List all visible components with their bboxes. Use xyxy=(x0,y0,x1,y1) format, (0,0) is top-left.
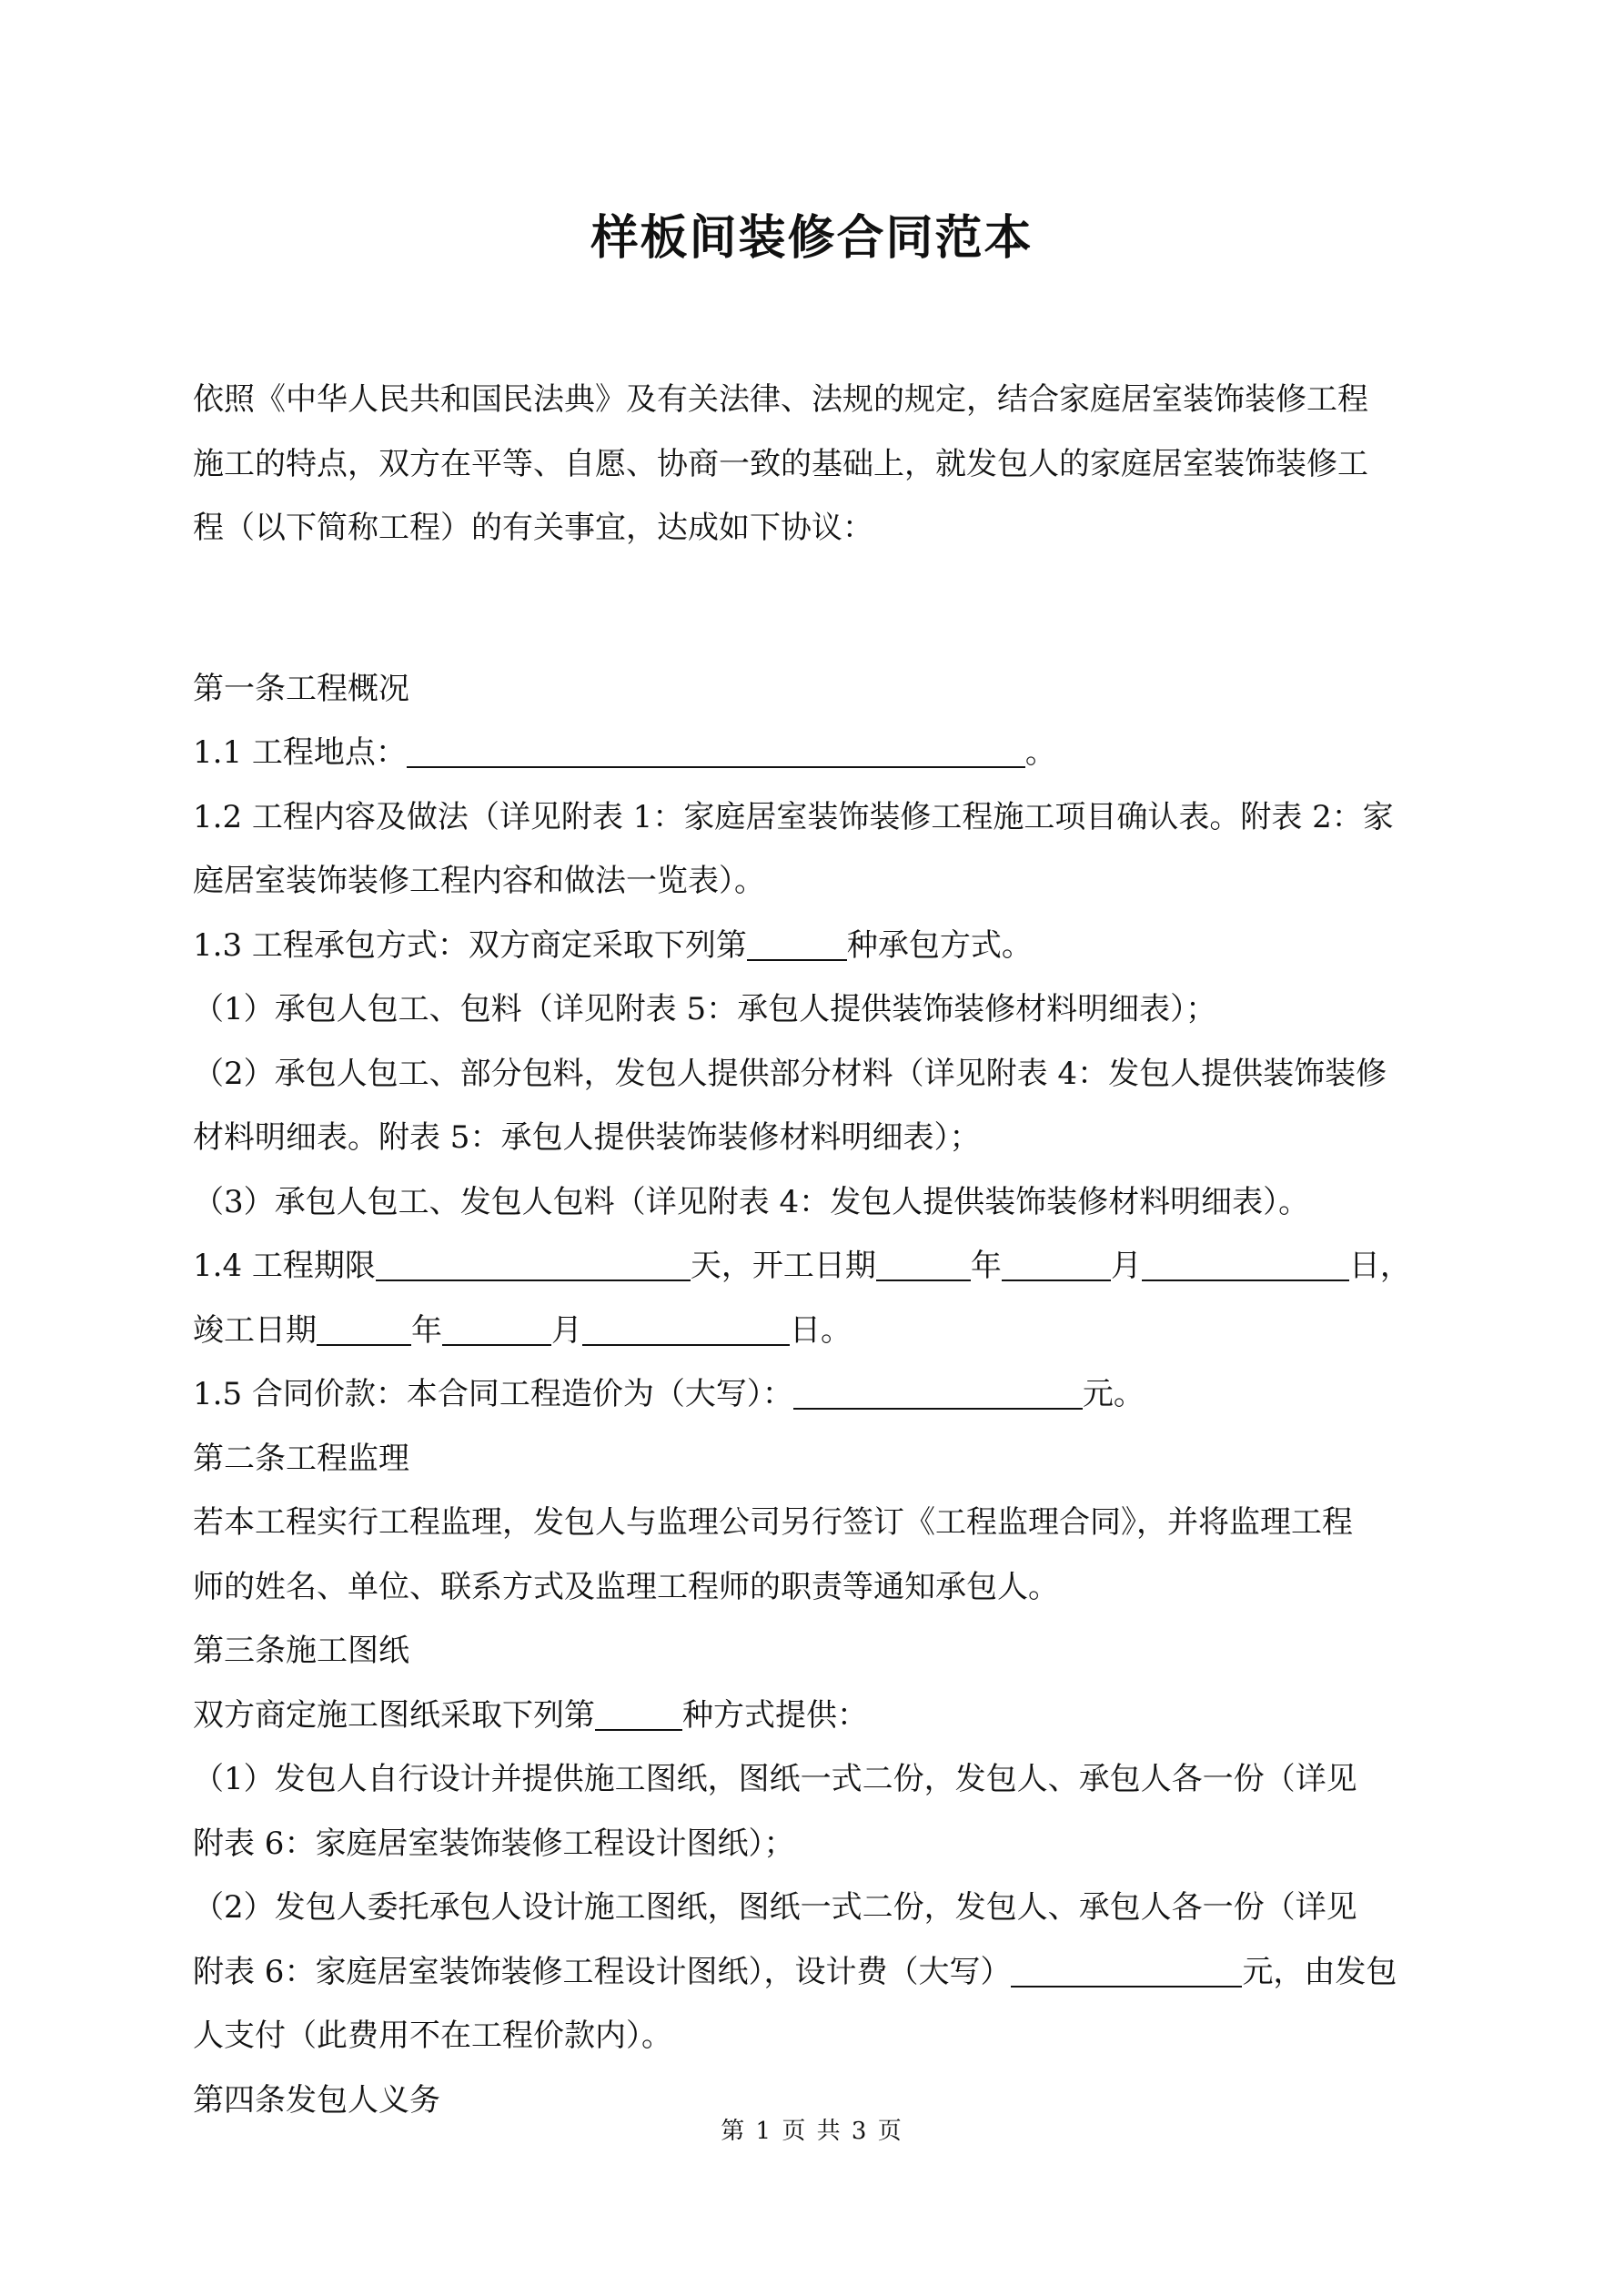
intro-line-2: 施工的特点，双方在平等、自愿、协商一致的基础上，就发包人的家庭居室装饰装修工 xyxy=(193,445,1368,482)
design-fee-end: 元，由发包 xyxy=(1242,1953,1397,1990)
item-1-3-label: 1.3 工程承包方式：双方商定采取下列第 xyxy=(193,926,747,964)
article-3-heading: 第三条施工图纸 xyxy=(193,1633,409,1669)
article-3-option-2-line-2 xyxy=(193,1940,1439,2005)
option-3: （3）承包人包工、发包人包料（详见附表 4：发包人提供装饰装修材料明细表）。 xyxy=(193,1183,1310,1220)
article-4-heading: 第四条发包人义务 xyxy=(193,2081,440,2119)
article-1-heading: 第一条工程概况 xyxy=(193,670,409,707)
start-day-blank[interactable] xyxy=(1142,1249,1349,1281)
item-1-1-label: 1.1 工程地点： xyxy=(193,734,407,771)
article-2-heading: 第二条工程监理 xyxy=(193,1440,409,1477)
item-1-5 xyxy=(193,1362,1439,1427)
completion-year-blank[interactable] xyxy=(317,1313,411,1346)
completion-day-blank[interactable] xyxy=(582,1313,790,1346)
item-1-3 xyxy=(193,914,1439,978)
item-1-4-line-2 xyxy=(193,1299,1439,1363)
option-1: （1）承包人包工、包料（详见附表 5：承包人提供装饰装修材料明细表）； xyxy=(193,991,1217,1027)
design-fee-label: 附表 6：家庭居室装饰装修工程设计图纸），设计费（大写） xyxy=(193,1953,1012,1990)
contract-method-blank[interactable] xyxy=(747,928,847,961)
item-1-5-label: 1.5 合同价款：本合同工程造价为（大写）： xyxy=(193,1376,793,1412)
item-1-2-line-2: 庭居室装饰装修工程内容和做法一览表）。 xyxy=(193,863,765,899)
item-1-2-line-1: 1.2 工程内容及做法（详见附表 1：家庭居室装饰装修工程施工项目确认表。附表 2：家 xyxy=(193,798,1394,835)
item-1-4-label: 1.4 工程期限 xyxy=(193,1248,376,1284)
duration-days-blank[interactable] xyxy=(376,1249,691,1281)
item-1-1 xyxy=(193,721,1439,785)
completion-day-label: 日。 xyxy=(790,1311,852,1349)
design-fee-blank[interactable] xyxy=(1011,1955,1242,1988)
option-2-line-1: （2）承包人包工、部分包料，发包人提供部分材料（详见附表 4：发包人提供装饰装修 xyxy=(193,1055,1387,1092)
completion-month-label: 月 xyxy=(551,1311,582,1349)
article-3-option-2-line-3: 人支付（此费用不在工程价款内）。 xyxy=(193,2018,672,2054)
contract-price-blank[interactable] xyxy=(793,1377,1083,1410)
item-1-4-days-label: 天，开工日期 xyxy=(690,1248,876,1284)
start-day-label: 日， xyxy=(1348,1248,1411,1284)
article-2-line-2: 师的姓名、单位、联系方式及监理工程师的职责等通知承包人。 xyxy=(193,1568,1059,1605)
start-month-label: 月 xyxy=(1110,1248,1142,1284)
article-3-option-1-line-1: （1）发包人自行设计并提供施工图纸，图纸一式二份，发包人、承包人各一份（详见 xyxy=(193,1761,1357,1797)
item-1-4-line-1 xyxy=(193,1234,1439,1299)
paragraph-spacer xyxy=(193,561,1439,657)
article-3-intro-label: 双方商定施工图纸采取下列第 xyxy=(193,1696,595,1734)
item-1-3-end: 种承包方式。 xyxy=(846,926,1033,964)
drawing-method-blank[interactable] xyxy=(595,1698,682,1731)
article-3-option-1-line-2: 附表 6：家庭居室装饰装修工程设计图纸）； xyxy=(193,1825,795,1862)
article-3-option-2-line-1: （2）发包人委托承包人设计施工图纸，图纸一式二份，发包人、承包人各一份（详见 xyxy=(193,1889,1357,1926)
option-2-line-2: 材料明细表。附表 5：承包人提供装饰装修材料明细表）； xyxy=(193,1119,981,1156)
completion-date-label: 竣工日期 xyxy=(193,1311,317,1349)
work-location-blank[interactable] xyxy=(407,735,1025,768)
intro-line-1: 依照《中华人民共和国民法典》及有关法律、法规的规定，结合家庭居室装饰装修工程 xyxy=(193,381,1368,418)
start-year-label: 年 xyxy=(970,1248,1002,1284)
start-year-blank[interactable] xyxy=(876,1249,971,1281)
item-1-1-end: 。 xyxy=(1024,734,1056,771)
article-2-line-1: 若本工程实行工程监理，发包人与监理公司另行签订《工程监理合同》，并将监理工程 xyxy=(193,1504,1353,1541)
page-footer: 第 1 页 共 3 页 xyxy=(721,2118,903,2145)
intro-line-3: 程（以下简称工程）的有关事宜，达成如下协议： xyxy=(193,510,873,546)
completion-year-label: 年 xyxy=(411,1311,442,1349)
article-3-intro xyxy=(193,1684,1439,1748)
article-3-intro-end: 种方式提供： xyxy=(682,1696,868,1734)
start-month-blank[interactable] xyxy=(1002,1249,1111,1281)
document-body xyxy=(193,368,1439,2132)
page-title: 样板间装修合同范本 xyxy=(590,210,1034,266)
item-1-5-end: 元。 xyxy=(1082,1376,1145,1412)
completion-month-blank[interactable] xyxy=(442,1313,551,1346)
